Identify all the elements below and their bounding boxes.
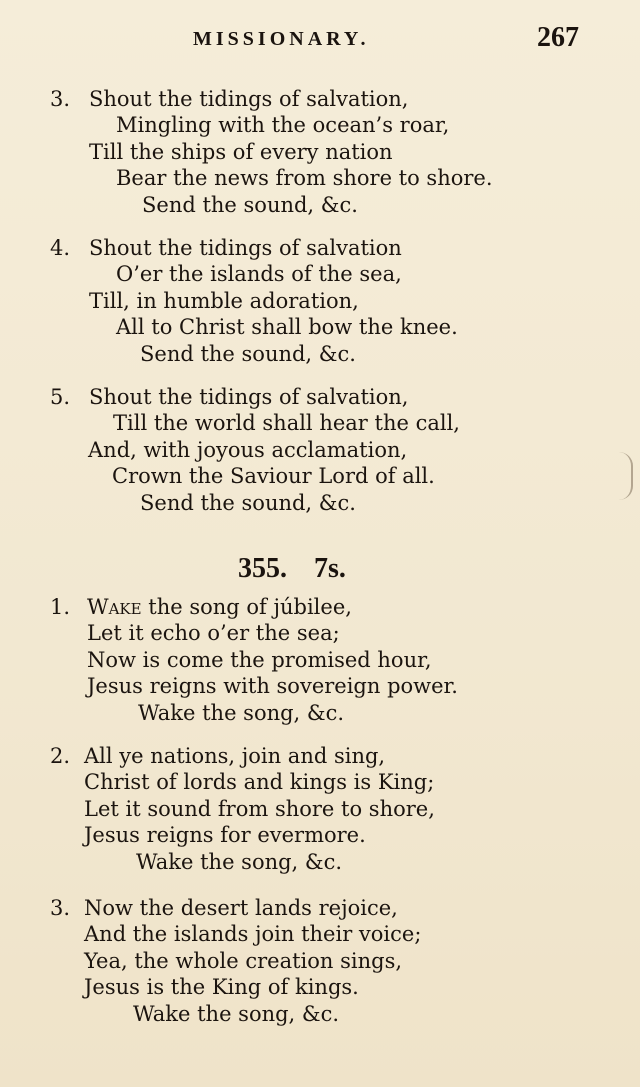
refrain-line: Wake the song, &c. xyxy=(138,700,345,725)
stanza-line xyxy=(0,165,640,191)
refrain-line: Send the sound, &c. xyxy=(140,490,356,515)
drop-initial: W xyxy=(87,595,109,619)
verse-line: Now is come the promised hour, xyxy=(87,647,432,672)
stanza-line xyxy=(0,1001,640,1027)
verse-line: Shout the tidings of salvation, xyxy=(89,87,409,111)
verse-line: Bear the news from shore to shore. xyxy=(116,166,493,191)
page-header xyxy=(0,22,640,58)
verse-line: Crown the Saviour Lord of all. xyxy=(112,464,435,489)
stanza-line xyxy=(0,743,640,769)
stanza-line xyxy=(0,921,640,947)
stanza-354-5 xyxy=(0,384,640,516)
page-number: 267 xyxy=(537,22,579,53)
stanza-line xyxy=(0,647,640,673)
hymn-meter: 7s. xyxy=(314,553,346,584)
stanza-number: 1. xyxy=(50,595,71,619)
verse-line: Mingling with the ocean’s roar, xyxy=(116,113,450,138)
margin-mark xyxy=(619,452,633,500)
stanza-line xyxy=(0,594,640,620)
stanza-line xyxy=(0,314,640,340)
running-title: MISSIONARY. xyxy=(193,28,370,50)
verse-line: Jesus reigns with sovereign power. xyxy=(87,674,458,699)
stanza-355-3 xyxy=(0,895,640,1027)
stanza-line xyxy=(0,139,640,165)
stanza-line xyxy=(0,235,640,261)
stanza-number: 3. xyxy=(50,896,71,920)
stanza-354-4 xyxy=(0,235,640,367)
stanza-line xyxy=(0,849,640,875)
stanza-number: 3. xyxy=(50,87,71,111)
stanza-number: 4. xyxy=(50,236,71,260)
verse-line: All to Christ shall bow the knee. xyxy=(116,315,458,340)
verse-line: And the islands join their voice; xyxy=(84,922,422,947)
stanza-line xyxy=(0,974,640,1000)
stanza-line xyxy=(0,948,640,974)
verse-line: Jesus is the King of kings. xyxy=(84,975,359,1000)
verse-line: All ye nations, join and sing, xyxy=(84,744,386,768)
hymn-heading xyxy=(238,553,346,587)
stanza-line xyxy=(0,620,640,646)
stanza-line xyxy=(0,288,640,314)
verse-line: O’er the islands of the sea, xyxy=(116,262,402,287)
stanza-line xyxy=(0,410,640,436)
verse-line: Christ of lords and kings is King; xyxy=(84,770,435,795)
hymn-number: 355. xyxy=(238,553,287,584)
smallcaps-word: ake xyxy=(108,595,142,619)
verse-line: And, with joyous acclamation, xyxy=(88,437,408,462)
first-line-rest: the song of júbilee, xyxy=(141,595,352,619)
stanza-line xyxy=(0,490,640,516)
stanza-line xyxy=(0,700,640,726)
stanza-line xyxy=(0,86,640,112)
verse-line: Jesus reigns for evermore. xyxy=(84,823,366,848)
verse-line: Shout the tidings of salvation, xyxy=(89,385,409,409)
stanza-line xyxy=(0,384,640,410)
verse-line: Till the ships of every nation xyxy=(89,139,393,164)
refrain-line: Send the sound, &c. xyxy=(140,341,356,366)
stanza-line xyxy=(0,192,640,218)
verse-line: Till the world shall hear the call, xyxy=(113,411,460,436)
verse-line xyxy=(87,594,352,620)
verse-line: Now the desert lands rejoice, xyxy=(84,896,398,920)
stanza-355-1 xyxy=(0,594,640,726)
stanza-line xyxy=(0,822,640,848)
refrain-line: Send the sound, &c. xyxy=(142,192,358,217)
stanza-line xyxy=(0,769,640,795)
verse-line: Shout the tidings of salvation xyxy=(89,236,402,260)
stanza-line xyxy=(0,341,640,367)
stanza-354-3 xyxy=(0,86,640,218)
stanza-line xyxy=(0,437,640,463)
stanza-line xyxy=(0,895,640,921)
verse-line: Let it sound from shore to shore, xyxy=(84,796,435,821)
stanza-line xyxy=(0,796,640,822)
stanza-line xyxy=(0,112,640,138)
refrain-line: Wake the song, &c. xyxy=(133,1001,340,1026)
stanza-number: 2. xyxy=(50,744,71,768)
refrain-line: Wake the song, &c. xyxy=(136,849,343,874)
stanza-355-2 xyxy=(0,743,640,875)
verse-line: Yea, the whole creation sings, xyxy=(84,948,403,973)
verse-line: Till, in humble adoration, xyxy=(89,288,359,313)
stanza-line xyxy=(0,463,640,489)
stanza-line xyxy=(0,673,640,699)
stanza-line xyxy=(0,261,640,287)
stanza-number: 5. xyxy=(50,385,71,409)
verse-line: Let it echo o’er the sea; xyxy=(87,621,340,646)
